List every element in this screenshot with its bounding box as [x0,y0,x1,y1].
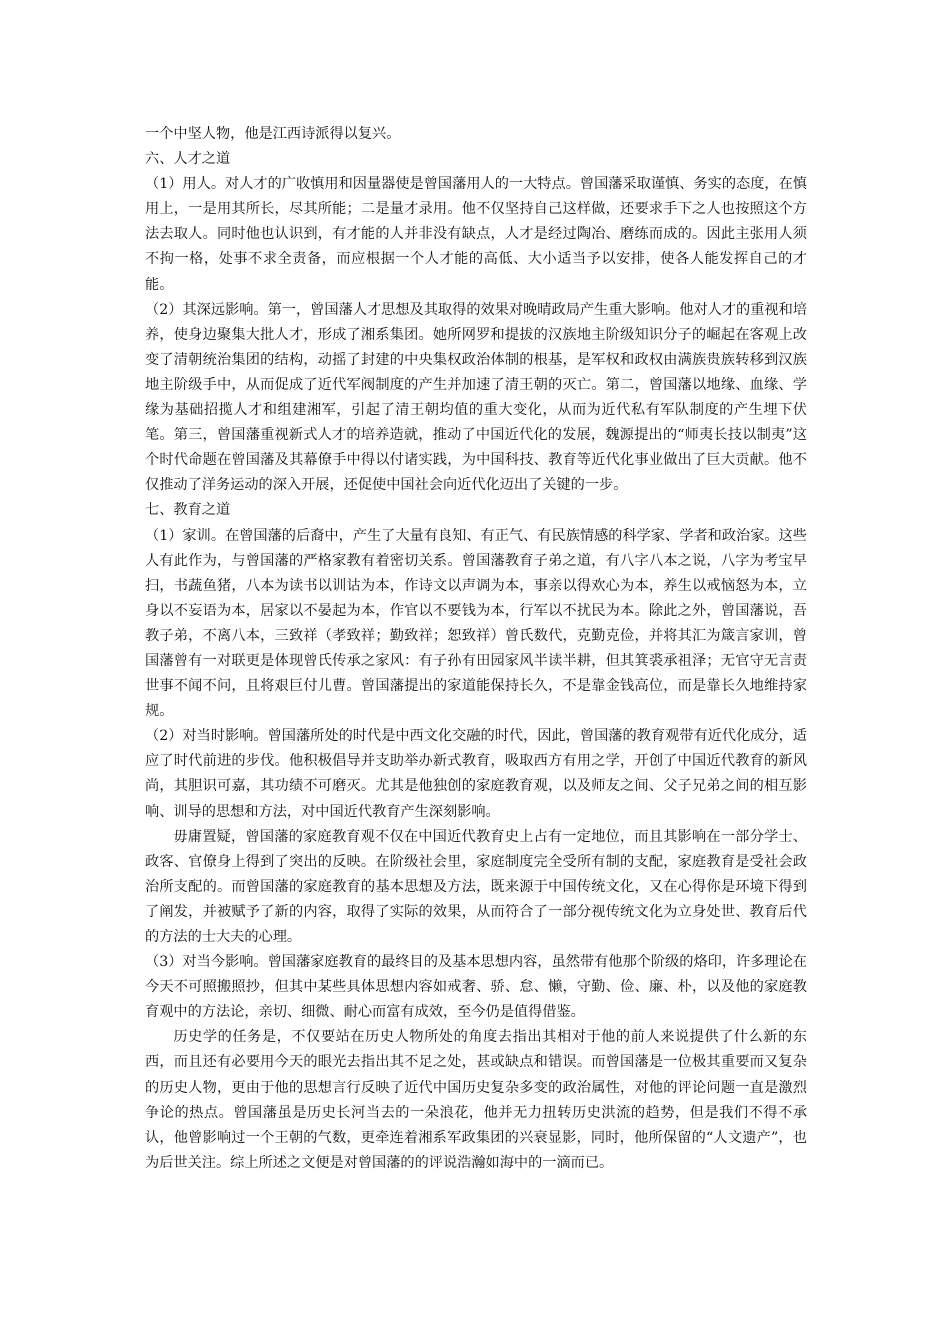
paragraph-continuation: 一个中坚人物，他是江西诗派得以复兴。 [145,126,401,142]
section-heading-education: 七、教育之道 [145,502,231,519]
section-heading-talent: 六、人才之道 [145,151,231,168]
paragraph-undoubtedly: 毋庸置疑，曾国藩的家庭教育观不仅在中国近代教育史上占有一定地位，而且其影响在一部分学士、政客、官僚身上得到了突出的反映。在阶级社会里，家庭制度完全受所有制的支配，家庭教育是受社会政治所支配的。而曾国藩的家庭教育的基本思想及方法，既来源于中国传统文化，又在心得你是环境下得到了阐发，并被赋予了新的内容，取得了实际的效果，从而符合了一部分视传统文化为立身处世、教育后代的方法的士大夫的心理。 [145,828,807,945]
paragraph-far-reaching-influence: （2）其深远影响。第一，曾国藩人才思想及其取得的效果对晚晴政局产生重大影响。他对人才的重视和培养，使身边聚集大批人才，形成了湘系集团。她所网罗和提拔的汉族地主阶级知识分子的崛起在客观上改变了清朝统治集团的结构，动摇了封建的中央集权政治体制的根基，是军权和政权由满族贵族转移到汉族地主阶级手中，从而促成了近代军阀制度的产生并加速了清王朝的灭亡。第二，曾国藩以地缘、血缘、学缘为基础招揽人才和组建湘军，引起了清王朝均值的重大变化，从而为近代私有军队制度的产生埋下伏笔。第三，曾国藩重视新式人才的培养造就，推动了中国近代化的发展，魏源提出的“师夷长技以制夷”这个时代命题在曾国藩及其幕僚手中得以付诸实践，为中国科技、教育等近代化事业做出了巨大贡献。他不仅推动了洋务运动的深入开展，还促使中国社会向近代化迈出了关键的一步。 [145,301,807,494]
paragraph-family-instructions: （1）家训。在曾国藩的后裔中，产生了大量有良知、有正气、有民族情感的科学家、学者和政治家。这些人有此作为，与曾国藩的严格家教有着密切关系。曾国藩教育子弟之道，有八字八本之说，八字为考宝早扫，书蔬鱼猪，八本为读书以训诂为本，作诗文以声调为本，事亲以得欢心为本，养生以戒恼怒为本，立身以不妄语为本，居家以不晏起为本，作官以不要钱为本，行军以不扰民为本。除此之外，曾国藩说，吾教子弟，不离八本，三致祥（孝致祥；勤致祥；恕致祥）曾氏数代，克勤克俭，并将其汇为箴言家训，曾国藩曾有一对联更是体现曾氏传承之家风：有子孙有田园家风半读半耕，但其箕裘承祖泽；无官守无言责世事不闻不问，且将艰巨付儿曹。曾国藩提出的家道能保持长久，不是靠金钱高位，而是靠长久地维持家规。 [145,527,807,720]
paragraph-employing-people: （1）用人。对人才的广收慎用和因量器使是曾国藩用人的一大特点。曾国藩采取谨慎、务实的态度，在慎用上，一是用其所长，尽其所能；二是量才录用。他不仅坚持自己这样做，还要求手下之人也按照这个方法去取人。同时他也认识到，有才能的人并非没有缺点，人才是经过陶冶、磨练而成的。因此主张用人须不拘一格，处事不求全责备，而应根据一个人才能的高低、大小适当予以安排，使各人能发挥自己的才能。 [145,176,807,293]
paragraph-influence-then: （2）对当时影响。曾国藩所处的时代是中西文化交融的时代，因此，曾国藩的教育观带有近代化成分，适应了时代前进的步伐。他积极倡导并支助举办新式教育，吸取西方有用之学，开创了中国近代教育的新风尚，其胆识可嘉，其功绩不可磨灭。尤其是他独创的家庭教育观，以及师友之间、父子兄弟之间的相互影响、训导的思想和方法，对中国近代教育产生深刻影响。 [145,728,807,820]
paragraph-conclusion: 历史学的任务是，不仅要站在历史人物所处的角度去指出其相对于他的前人来说提供了什么新的东西，而且还有必要用今天的眼光去指出其不足之处，甚或缺点和错误。而曾国藩是一位极其重要而又复杂的历史人物，更由于他的思想言行反映了近代中国历史复杂多变的政治属性，对他的评论问题一直是激烈争论的热点。曾国藩虽是历史长河当去的一朵浪花，他并无力扭转历史洪流的趋势，但是我们不得不承认，他曾影响过一个王朝的气数，更牵连着湘系军政集团的兴衰显影，同时，他所保留的“人文遗产”，也为后世关注。综上所述之文便是对曾国藩的的评说浩瀚如海中的一滴而已。 [145,1029,807,1171]
paragraph-influence-today: （3）对当今影响。曾国藩家庭教育的最终目的及基本思想内容，虽然带有他那个阶级的烙印，许多理论在今天不可照搬照抄，但其中某些具体思想内容如戒奢、骄、怠、懒，守勤、俭、廉、朴，以及他的家庭教育观中的方法论，亲切、细微、耐心而富有成效，至今仍是值得借鉴。 [145,954,807,1021]
document-page [145,122,807,1176]
